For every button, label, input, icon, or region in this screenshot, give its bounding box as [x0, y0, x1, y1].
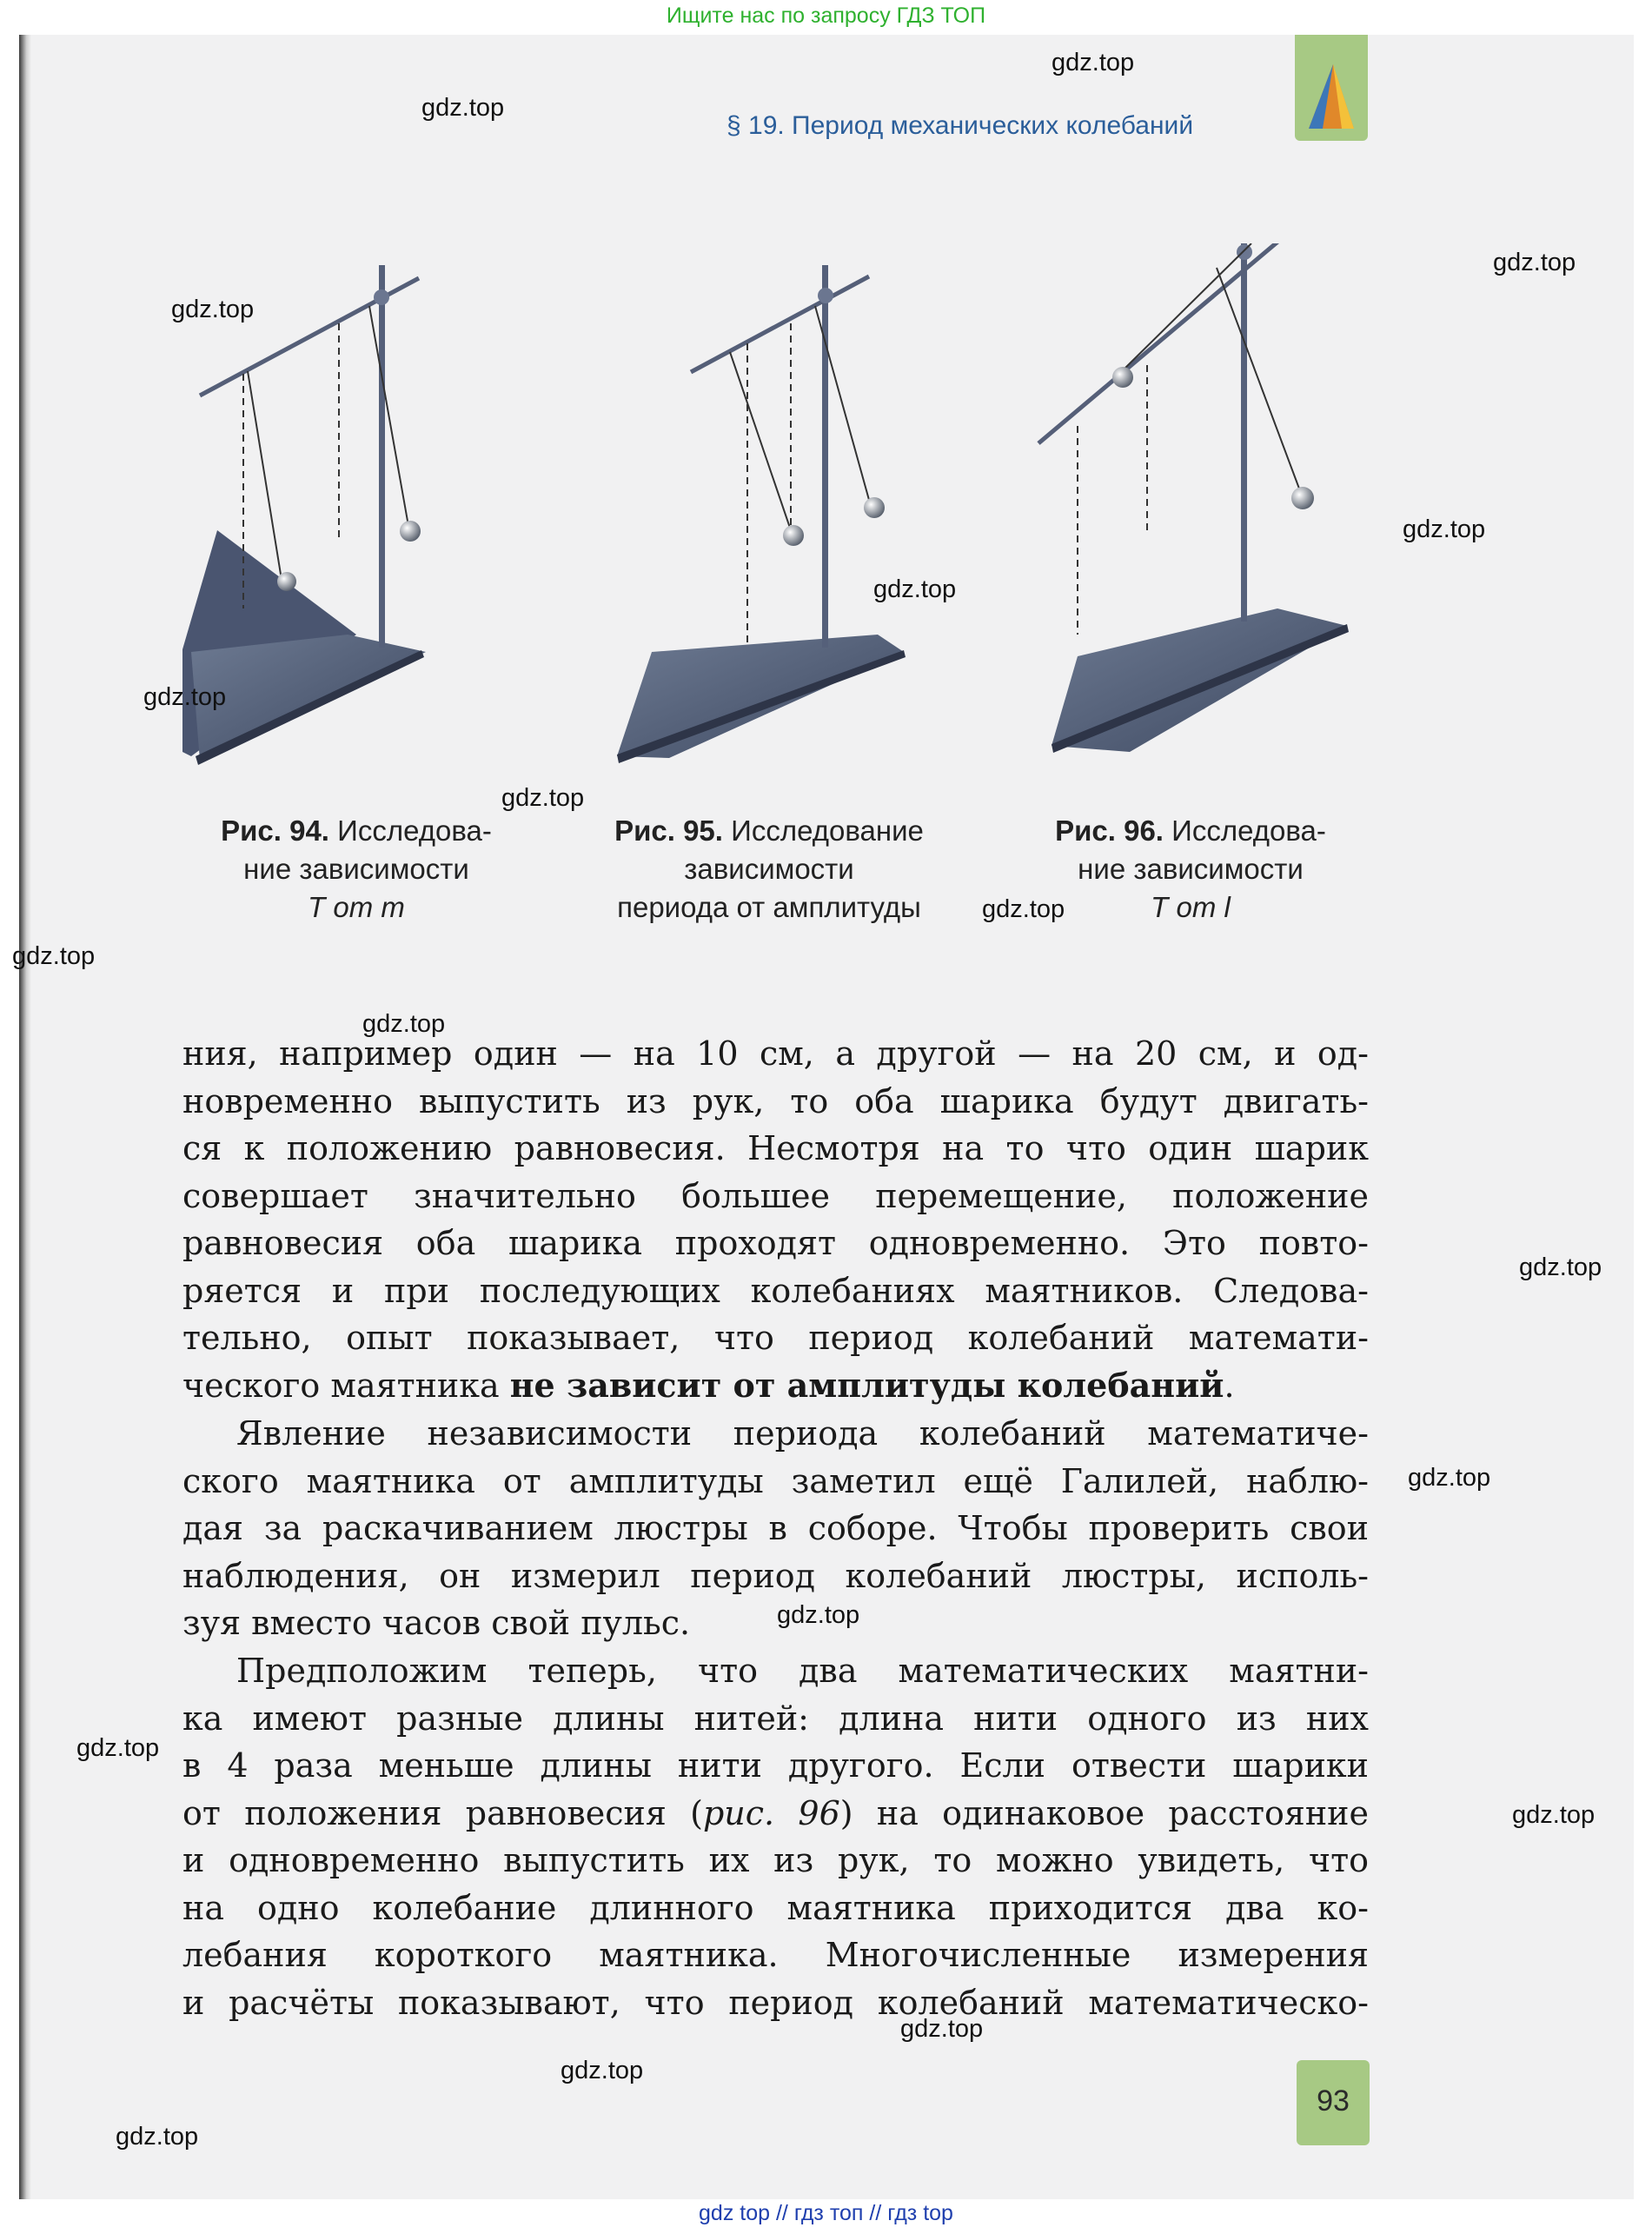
caption-number: Рис. 95. [614, 814, 723, 847]
watermark: gdz.top [143, 683, 227, 711]
footer-links[interactable]: gdz top // гдз топ // гдз top [699, 2201, 953, 2225]
paragraph-1: ния, например один — на 10 см, а другой — на 20 см, и од- новременно выпустить из рук, то оба шарика будут двигать- ся к положению равновесия. Несмотря на то что один шарик совершает значительно большее перемещение, положение равновесия оба шарика проходят одновременно. Это повто- ряется и при последующих колебаниях маятников. Следова- тельно, опыт показывает, что период колебаний математи- ческого маятника не зависит от амплитуды колебаний. [182, 1030, 1369, 1409]
paragraph-1-last-line: ческого маятника не зависит от амплитуды колебаний. [182, 1365, 1235, 1405]
watermark: gdz.top [171, 296, 255, 323]
paragraph-3-line-4: от положения равновесия (рис. 96) на одинаковое расстояние [182, 1793, 1369, 1832]
watermark: gdz.top [777, 1601, 860, 1629]
ball-small [277, 572, 296, 591]
page-spine-shadow [19, 35, 31, 2199]
watermark: gdz.top [421, 94, 505, 122]
watermark: gdz.top [1408, 1464, 1491, 1492]
book-logo-icon [1304, 61, 1359, 130]
watermark: gdz.top [1493, 249, 1576, 276]
watermark: gdz.top [1052, 49, 1135, 76]
bold-statement: не зависит от амплитуды колебаний [509, 1365, 1224, 1405]
watermark: gdz.top [900, 2015, 984, 2043]
caption-fig-95: Рис. 95. Исследование зависимости периода от амплитуды [614, 814, 924, 923]
page-number: 93 [1317, 2084, 1350, 2118]
ball-large [400, 521, 421, 542]
watermark: gdz.top [1519, 1253, 1602, 1281]
watermark: gdz.top [362, 1010, 446, 1038]
watermark: gdz.top [116, 2123, 199, 2151]
watermark: gdz.top [1512, 1801, 1596, 1829]
paragraph-2: Явление независимости периода колебаний математиче- ского маятника от амплитуды заметил ещё Галилей, наблю- дая за раскачиванием люстры в соборе. Чтобы проверить свои наблюдения, он измерил период колебаний люстры, исполь- зуя вместо часов свой пульс. [182, 1414, 1369, 1642]
caption-number: Рис. 94. [221, 814, 329, 847]
caption-number: Рис. 96. [1055, 814, 1164, 847]
paragraph-3: Предположим теперь, что два математических маятни- ка имеют разные длины нитей: длина нити одного из них в 4 раза меньше длины нити другого. Если отвести шарики от положения равновесия (рис. 96) на одинаковое расстояние и одновременно выпустить их из рук, то можно увидеть, что на одно колебание длинного маятника приходится два ко- лебания короткого маятника. Многочисленные измерения и расчёты показывают, что период колебаний математическо- [182, 1652, 1369, 2022]
watermark: gdz.top [561, 2057, 644, 2084]
watermark: gdz.top [1403, 515, 1486, 543]
watermark: gdz.top [873, 575, 957, 603]
watermark: gdz.top [501, 784, 585, 812]
watermark: gdz.top [982, 895, 1065, 923]
section-title: § 19. Период механических колебаний [726, 111, 1194, 140]
ad-banner[interactable]: Ищите нас по запросу ГДЗ ТОП [666, 3, 986, 28]
pendulum-figures [182, 243, 1382, 782]
figure-96-stand [1038, 243, 1349, 753]
watermark: gdz.top [12, 942, 96, 970]
figure-95-stand [617, 265, 906, 763]
watermark: gdz.top [76, 1734, 160, 1762]
caption-fig-94: Рис. 94. Исследова- ние зависимости T от m [221, 814, 492, 923]
caption-fig-96: Рис. 96. Исследова- ние зависимости T от l [1055, 814, 1326, 923]
figure-reference: рис. 96 [702, 1793, 840, 1832]
